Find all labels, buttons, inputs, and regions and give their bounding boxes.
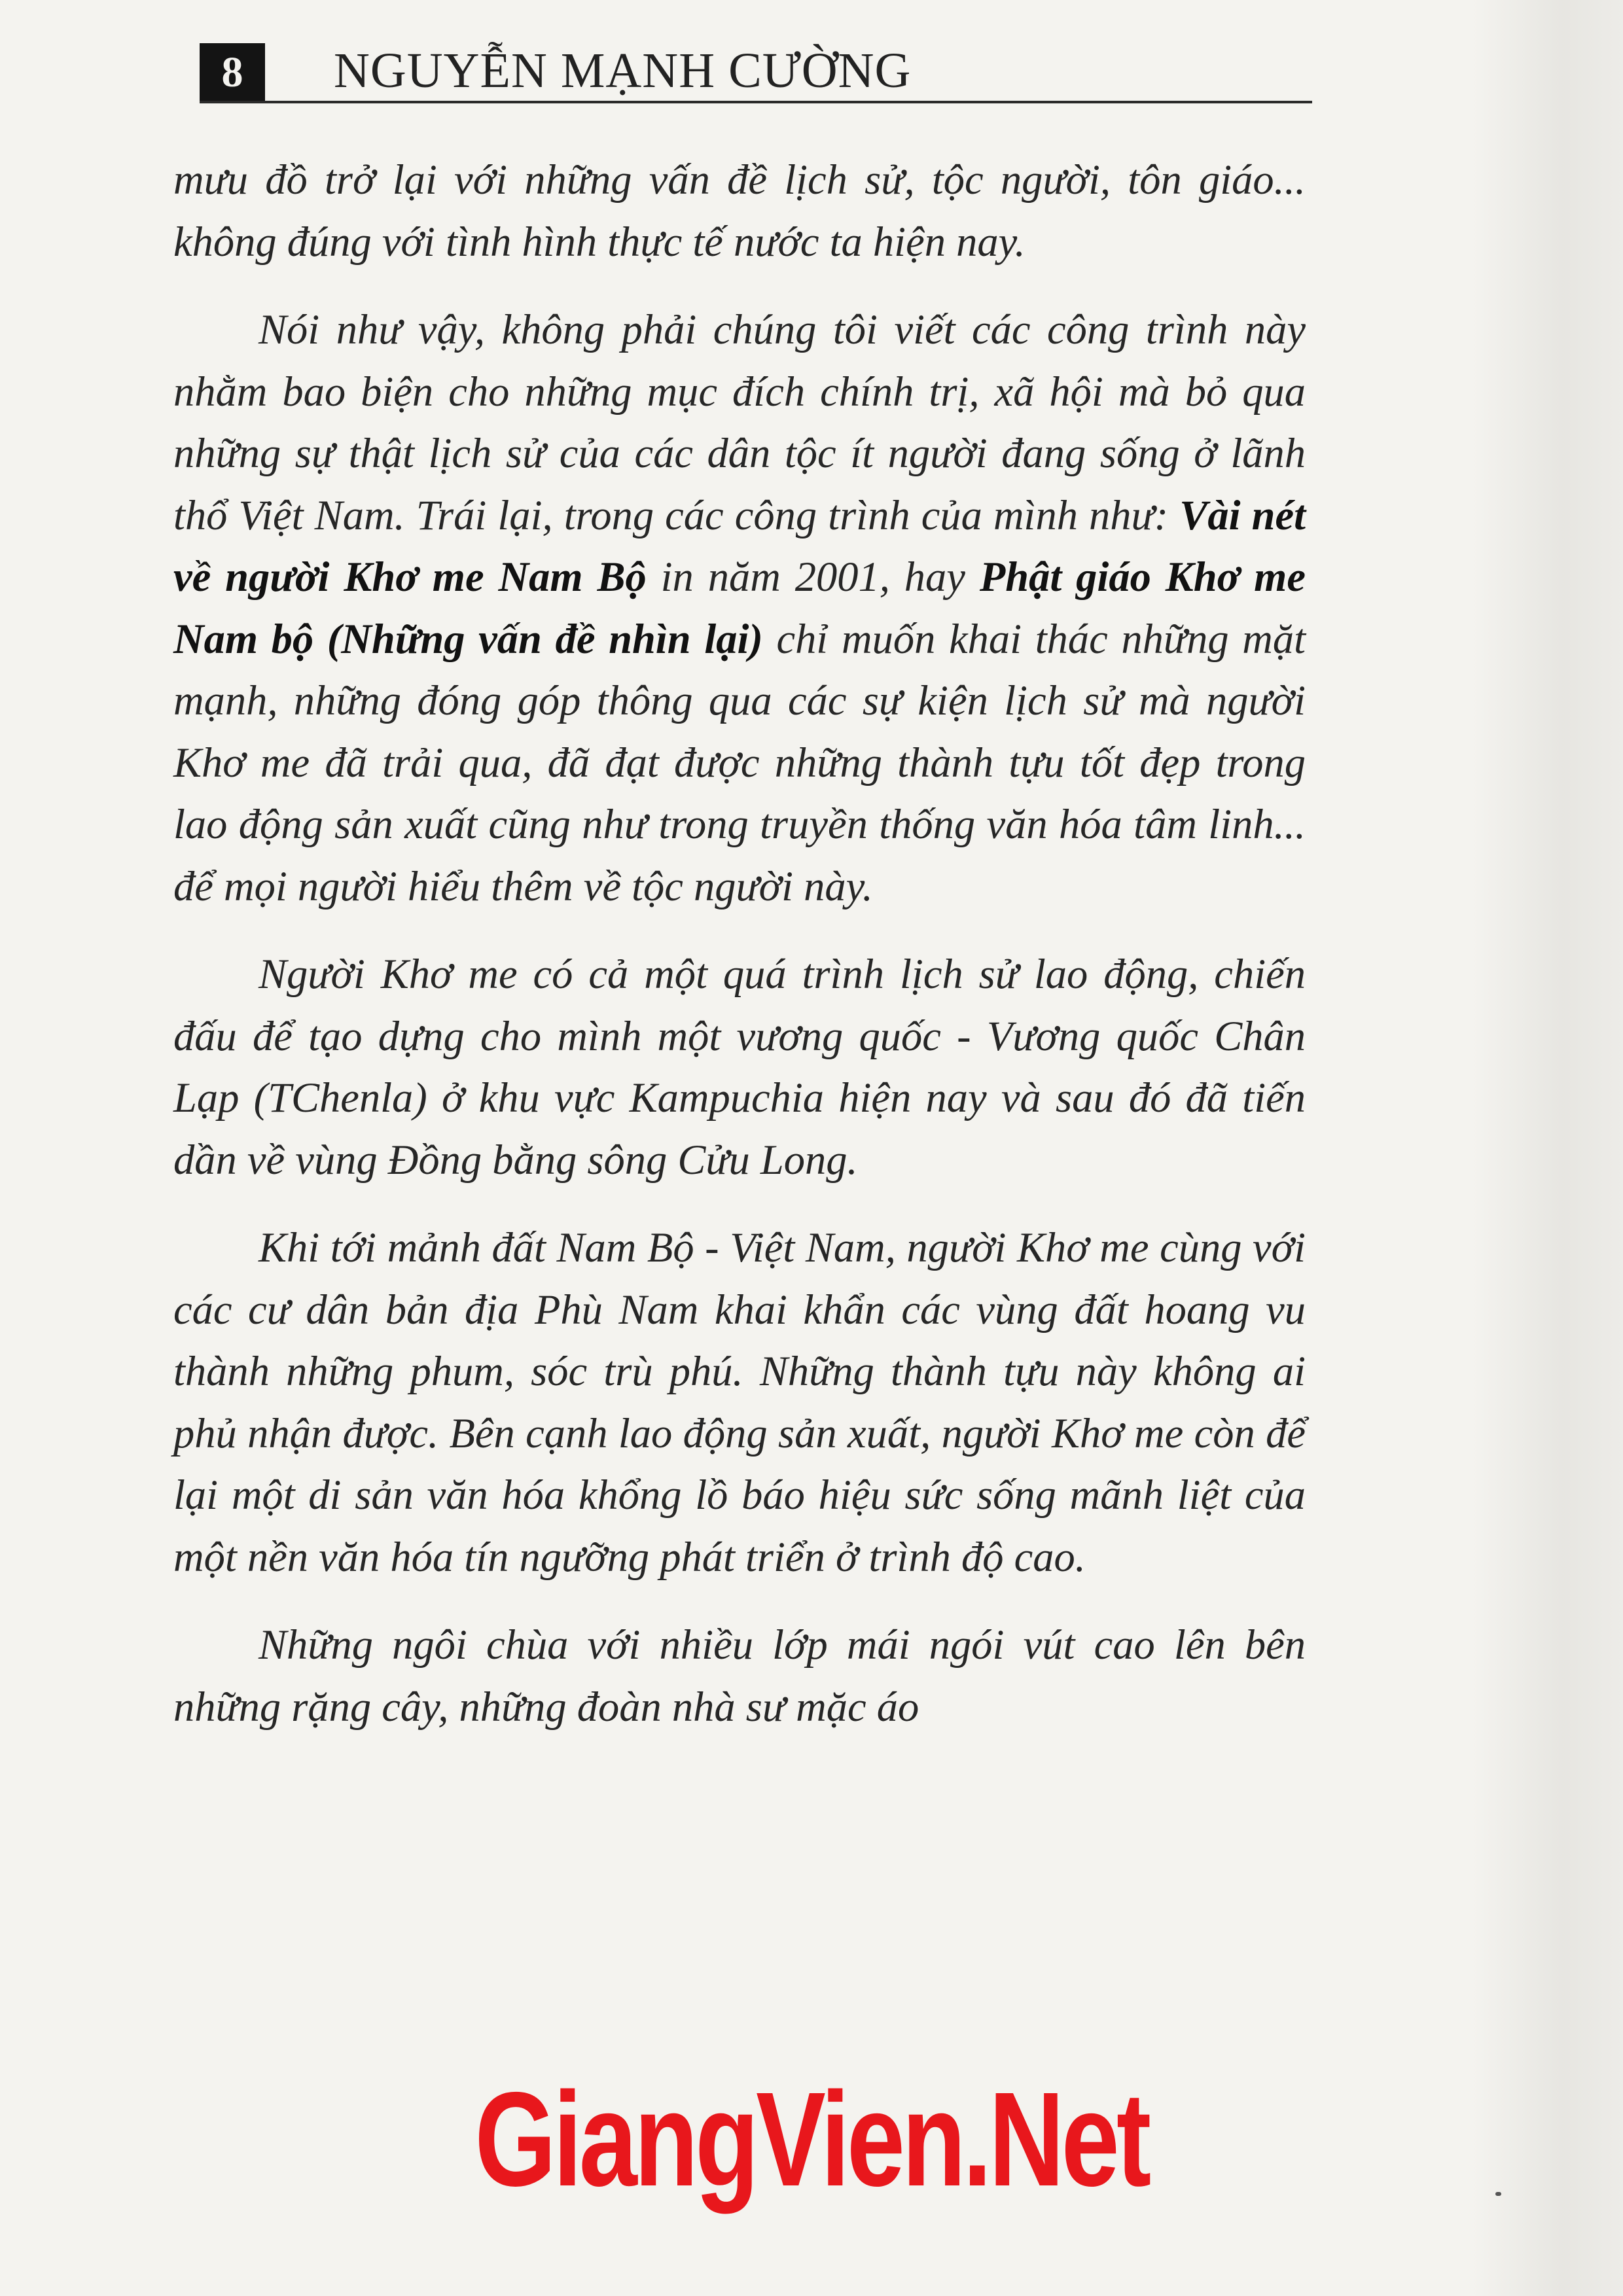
page-body: [173, 149, 1306, 1764]
page-number: 8: [200, 43, 265, 102]
running-head-author: NGUYỄN MẠNH CƯỜNG: [334, 43, 912, 98]
paragraph-2: [173, 299, 1306, 917]
paragraph-5: Những ngôi chùa với nhiều lớp mái ngói vút cao lên bên những rặng cây, những đoàn nhà sư mặc áo: [173, 1621, 1306, 1730]
header-rule: [200, 101, 1312, 103]
paragraph-2-text-b: in năm 2001, hay: [646, 554, 980, 600]
page-edge-shadow: [1472, 0, 1623, 2296]
book-title-2: Phật giáo Khơ me Nam bộ (Những vấn đề nhìn lại): [173, 554, 1306, 662]
watermark-logo: GiangVien.Net: [474, 2064, 1149, 2214]
scan-speck: [1495, 2192, 1501, 2196]
paragraph-1: mưu đồ trở lại với những vấn đề lịch sử, tộc người, tôn giáo... không đúng với tình hình thực tế nước ta hiện nay.: [173, 156, 1306, 265]
running-header: [200, 38, 1312, 103]
paragraph-4: Khi tới mảnh đất Nam Bộ - Việt Nam, người Khơ me cùng với các cư dân bản địa Phù Nam khai khẩn các vùng đất hoang vu thành những phum, sóc trù phú. Những thành tựu này không ai phủ nhận được. Bên cạnh lao động sản xuất, người Khơ me còn để lại một di sản văn hóa khổng lồ báo hiệu sức sống mãnh liệt của một nền văn hóa tín ngưỡng phát triển ở trình độ cao.: [173, 1224, 1306, 1580]
paragraph-3: Người Khơ me có cả một quá trình lịch sử lao động, chiến đấu để tạo dựng cho mình một vương quốc - Vương quốc Chân Lạp (TChenla) ở khu vực Kampuchia hiện nay và sau đó đã tiến dần về vùng Đồng bằng sông Cửu Long.: [173, 951, 1306, 1183]
book-title-1: Vài nét về người Khơ me Nam Bộ: [173, 491, 1306, 600]
paragraph-2-text-c: chỉ muốn khai thác những mặt mạnh, những đóng góp thông qua các sự kiện lịch sử mà người Khơ me đã trải qua, đã đạt được những thành tựu tốt đẹp trong lao động sản xuất cũng như trong truyền thống văn hóa tâm linh... để mọi người hiểu thêm về tộc người này.: [173, 615, 1306, 910]
paragraph-2-text-a: Nói như vậy, không phải chúng tôi viết các công trình này nhằm bao biện cho những mục đích chính trị, xã hội mà bỏ qua những sự thật lịch sử của các dân tộc ít người đang sống ở lãnh thổ Việt Nam. Trái lại, trong các công trình của mình như:: [173, 306, 1306, 539]
